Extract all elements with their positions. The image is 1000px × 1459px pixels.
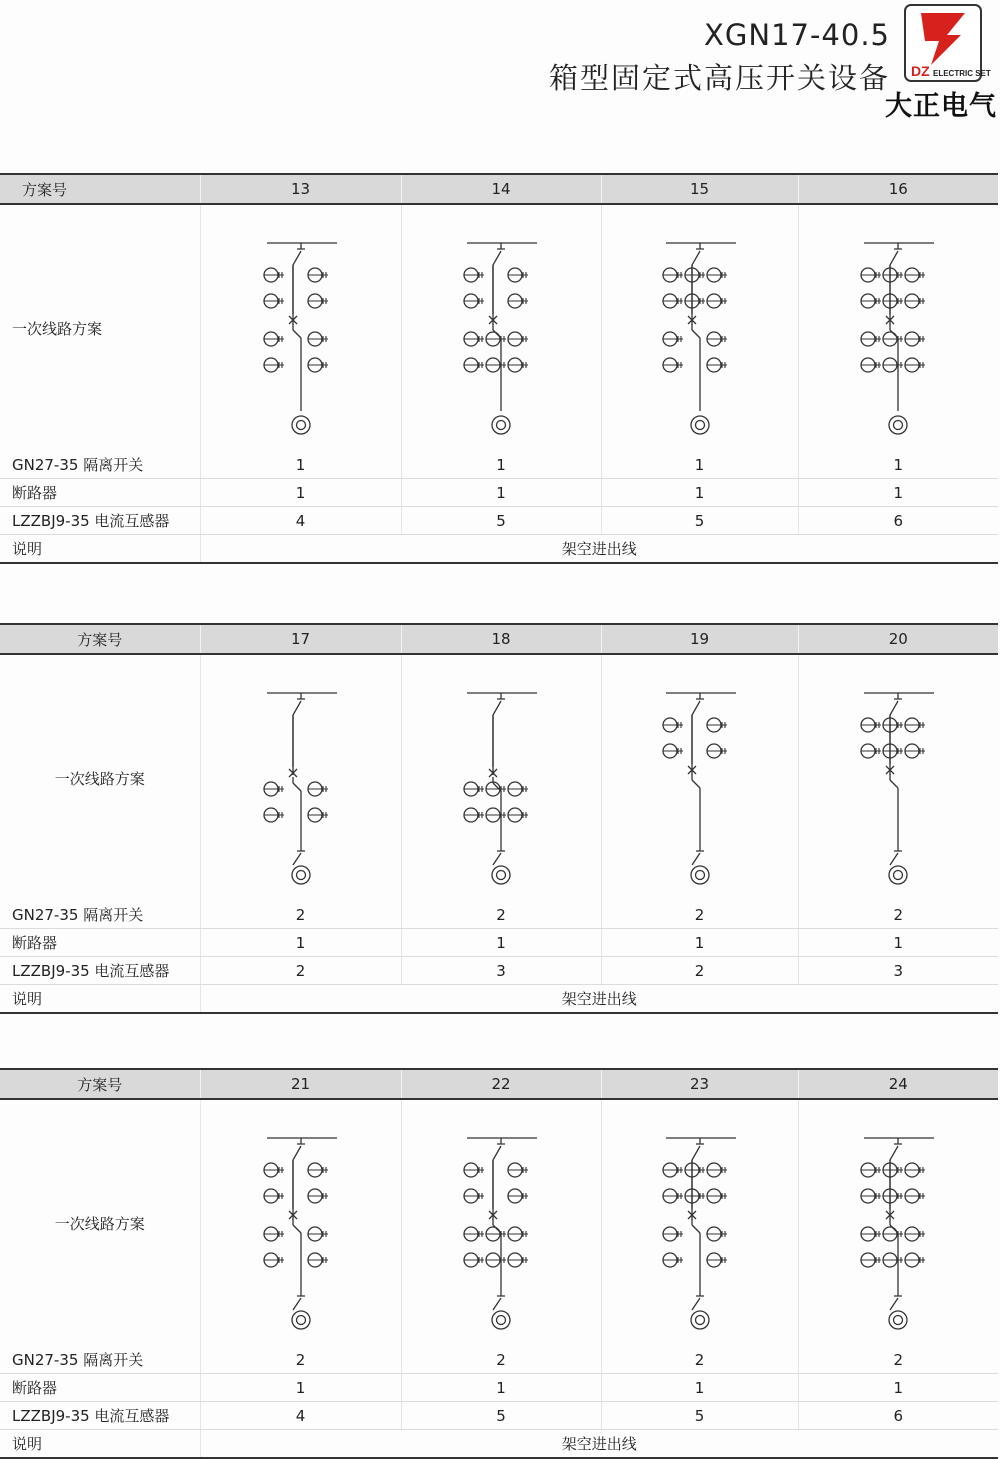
scheme-no: 22 xyxy=(401,1069,601,1099)
current-transformer-symbol xyxy=(464,358,484,372)
current-transformer-symbol xyxy=(707,294,727,308)
circuit-diagram xyxy=(241,655,361,901)
isolator-switch-symbol xyxy=(293,1138,305,1220)
cable-terminal-symbol xyxy=(691,1311,709,1329)
current-transformer-symbol xyxy=(508,268,528,282)
current-transformer-symbol xyxy=(464,294,484,308)
current-transformer-symbol xyxy=(707,358,727,372)
current-transformer-symbol xyxy=(308,1163,328,1177)
breaker-row xyxy=(0,479,998,507)
scheme-no: 14 xyxy=(401,174,601,204)
current-transformer-symbol xyxy=(861,1189,881,1203)
current-transformer-symbol xyxy=(464,1227,484,1241)
circuit-diagram xyxy=(441,205,561,451)
ct-label: LZZBJ9-35 电流互感器 xyxy=(0,957,200,985)
current-transformer-symbol xyxy=(707,1253,727,1267)
current-transformer-symbol xyxy=(464,1163,484,1177)
isolator-count: 1 xyxy=(601,451,798,479)
feeder-line xyxy=(692,330,700,338)
breaker-row xyxy=(0,1374,998,1402)
current-transformer-symbol xyxy=(685,294,705,308)
ct-row xyxy=(0,507,998,535)
current-transformer-symbol xyxy=(308,1227,328,1241)
isolator-switch-symbol xyxy=(692,1138,704,1220)
circuit-diagram xyxy=(241,205,361,451)
brand-mark-sub: ELECTRIC SET xyxy=(933,69,991,78)
ct-count: 4 xyxy=(200,1402,401,1430)
circuit-label: 一次线路方案 xyxy=(54,769,145,788)
cable-terminal-symbol xyxy=(894,1316,903,1325)
current-transformer-symbol xyxy=(508,358,528,372)
current-transformer-symbol xyxy=(663,332,683,346)
isolator-count: 1 xyxy=(798,451,998,479)
current-transformer-symbol xyxy=(663,268,683,282)
circuit-diagram xyxy=(241,1100,361,1346)
breaker-count: 1 xyxy=(798,479,998,507)
note-text: 架空进出线 xyxy=(200,1430,998,1459)
isolator-count: 2 xyxy=(401,1346,601,1374)
note-text: 架空进出线 xyxy=(200,985,998,1014)
scheme-no: 18 xyxy=(401,624,601,654)
circuit-row xyxy=(0,1099,998,1346)
cable-terminal-symbol xyxy=(889,866,907,884)
circuit-label: 一次线路方案 xyxy=(54,1214,145,1233)
breaker-count: 1 xyxy=(401,929,601,957)
current-transformer-symbol xyxy=(486,332,506,346)
circuit-diagram xyxy=(640,1100,760,1346)
isolator-switch-symbol xyxy=(493,851,505,865)
isolator-row xyxy=(0,901,998,929)
product-title: 箱型固定式高压开关设备 xyxy=(548,61,890,95)
ct-count: 6 xyxy=(798,1402,998,1430)
current-transformer-symbol xyxy=(905,1189,925,1203)
current-transformer-symbol xyxy=(883,744,903,758)
breaker-count: 1 xyxy=(200,929,401,957)
isolator-count: 2 xyxy=(401,901,601,929)
scheme-no: 16 xyxy=(798,174,998,204)
current-transformer-symbol xyxy=(264,1253,284,1267)
isolator-count: 2 xyxy=(601,1346,798,1374)
current-transformer-symbol xyxy=(308,1189,328,1203)
cable-terminal-symbol xyxy=(695,421,704,430)
breaker-count: 1 xyxy=(601,479,798,507)
current-transformer-symbol xyxy=(264,782,284,796)
circuit-diagram xyxy=(640,655,760,901)
current-transformer-symbol xyxy=(264,1163,284,1177)
scheme-no: 19 xyxy=(601,624,798,654)
current-transformer-symbol xyxy=(883,1189,903,1203)
current-transformer-symbol xyxy=(508,1227,528,1241)
scheme-no-row xyxy=(0,1069,998,1099)
current-transformer-symbol xyxy=(905,332,925,346)
breaker-count: 1 xyxy=(200,1374,401,1402)
ct-count: 5 xyxy=(601,507,798,535)
cable-terminal-symbol xyxy=(292,416,310,434)
isolator-switch-symbol xyxy=(692,243,704,325)
current-transformer-symbol xyxy=(486,1253,506,1267)
current-transformer-symbol xyxy=(308,782,328,796)
current-transformer-symbol xyxy=(685,1189,705,1203)
current-transformer-symbol xyxy=(663,1163,683,1177)
cable-terminal-symbol xyxy=(497,871,506,880)
isolator-switch-symbol xyxy=(692,1296,704,1310)
current-transformer-symbol xyxy=(905,294,925,308)
isolator-count: 2 xyxy=(798,1346,998,1374)
current-transformer-symbol xyxy=(264,294,284,308)
current-transformer-symbol xyxy=(905,718,925,732)
isolator-row xyxy=(0,451,998,479)
ct-count: 5 xyxy=(401,507,601,535)
current-transformer-symbol xyxy=(308,808,328,822)
cable-terminal-symbol xyxy=(492,866,510,884)
breaker-count: 1 xyxy=(601,929,798,957)
current-transformer-symbol xyxy=(707,1227,727,1241)
current-transformer-symbol xyxy=(464,332,484,346)
isolator-count: 2 xyxy=(200,901,401,929)
current-transformer-symbol xyxy=(508,294,528,308)
feeder-line xyxy=(692,1225,700,1233)
current-transformer-symbol xyxy=(883,1253,903,1267)
isolator-switch-symbol xyxy=(890,1296,902,1310)
scheme-no: 15 xyxy=(601,174,798,204)
note-text: 架空进出线 xyxy=(200,535,998,564)
feeder-line xyxy=(293,330,301,338)
ct-count: 3 xyxy=(401,957,601,985)
scheme-no: 24 xyxy=(798,1069,998,1099)
isolator-switch-symbol xyxy=(293,851,305,865)
current-transformer-symbol xyxy=(508,1253,528,1267)
current-transformer-symbol xyxy=(861,1253,881,1267)
current-transformer-symbol xyxy=(905,358,925,372)
scheme-no-label: 方案号 xyxy=(0,624,200,654)
scheme-no: 20 xyxy=(798,624,998,654)
isolator-switch-symbol xyxy=(493,243,505,325)
cable-terminal-symbol xyxy=(492,1311,510,1329)
isolator-switch-symbol xyxy=(293,693,305,775)
scheme-no: 21 xyxy=(200,1069,401,1099)
isolator-count: 1 xyxy=(401,451,601,479)
cable-terminal-symbol xyxy=(894,421,903,430)
current-transformer-symbol xyxy=(508,1189,528,1203)
isolator-label: GN27-35 隔离开关 xyxy=(0,1346,200,1374)
current-transformer-symbol xyxy=(264,332,284,346)
current-transformer-symbol xyxy=(508,332,528,346)
current-transformer-symbol xyxy=(486,1227,506,1241)
cable-terminal-symbol xyxy=(492,416,510,434)
brand-logo xyxy=(903,3,991,83)
current-transformer-symbol xyxy=(308,268,328,282)
isolator-switch-symbol xyxy=(890,693,902,775)
current-transformer-symbol xyxy=(707,1163,727,1177)
breaker-count: 1 xyxy=(200,479,401,507)
current-transformer-symbol xyxy=(861,1227,881,1241)
cable-terminal-symbol xyxy=(497,1316,506,1325)
note-label: 说明 xyxy=(0,985,200,1014)
ct-count: 6 xyxy=(798,507,998,535)
current-transformer-symbol xyxy=(264,358,284,372)
current-transformer-symbol xyxy=(486,358,506,372)
current-transformer-symbol xyxy=(464,268,484,282)
cable-terminal-symbol xyxy=(695,871,704,880)
cable-terminal-symbol xyxy=(292,866,310,884)
breaker-row xyxy=(0,929,998,957)
scheme-no-label: 方案号 xyxy=(0,174,200,204)
cable-terminal-symbol xyxy=(894,871,903,880)
current-transformer-symbol xyxy=(861,358,881,372)
scheme-table-1 xyxy=(0,173,998,564)
breaker-count: 1 xyxy=(798,929,998,957)
circuit-diagram xyxy=(838,655,958,901)
cable-terminal-symbol xyxy=(889,416,907,434)
current-transformer-symbol xyxy=(905,268,925,282)
current-transformer-symbol xyxy=(663,744,683,758)
isolator-switch-symbol xyxy=(293,1296,305,1310)
note-label: 说明 xyxy=(0,1430,200,1459)
current-transformer-symbol xyxy=(685,1163,705,1177)
feeder-line xyxy=(293,783,301,791)
current-transformer-symbol xyxy=(707,1189,727,1203)
current-transformer-symbol xyxy=(663,1253,683,1267)
current-transformer-symbol xyxy=(464,1189,484,1203)
current-transformer-symbol xyxy=(508,782,528,796)
breaker-label: 断路器 xyxy=(0,929,200,957)
current-transformer-symbol xyxy=(707,718,727,732)
current-transformer-symbol xyxy=(861,744,881,758)
scheme-table-3 xyxy=(0,1068,998,1459)
current-transformer-symbol xyxy=(663,294,683,308)
breaker-count: 1 xyxy=(401,479,601,507)
cable-terminal-symbol xyxy=(296,871,305,880)
cable-terminal-symbol xyxy=(497,421,506,430)
scheme-no-row xyxy=(0,624,998,654)
current-transformer-symbol xyxy=(264,1227,284,1241)
ct-label: LZZBJ9-35 电流互感器 xyxy=(0,507,200,535)
breaker-label: 断路器 xyxy=(0,479,200,507)
isolator-count: 1 xyxy=(200,451,401,479)
current-transformer-symbol xyxy=(308,294,328,308)
circuit-diagram xyxy=(441,655,561,901)
current-transformer-symbol xyxy=(464,808,484,822)
ct-count: 5 xyxy=(601,1402,798,1430)
current-transformer-symbol xyxy=(883,332,903,346)
current-transformer-symbol xyxy=(308,358,328,372)
current-transformer-symbol xyxy=(861,332,881,346)
current-transformer-symbol xyxy=(264,1189,284,1203)
isolator-label: GN27-35 隔离开关 xyxy=(0,451,200,479)
current-transformer-symbol xyxy=(508,808,528,822)
breaker-count: 1 xyxy=(798,1374,998,1402)
current-transformer-symbol xyxy=(464,1253,484,1267)
ct-count: 4 xyxy=(200,507,401,535)
isolator-switch-symbol xyxy=(890,1138,902,1220)
circuit-diagram xyxy=(838,1100,958,1346)
isolator-count: 2 xyxy=(200,1346,401,1374)
current-transformer-symbol xyxy=(861,294,881,308)
cable-terminal-symbol xyxy=(296,1316,305,1325)
cable-terminal-symbol xyxy=(889,1311,907,1329)
isolator-switch-symbol xyxy=(890,243,902,325)
current-transformer-symbol xyxy=(905,744,925,758)
isolator-count: 2 xyxy=(798,901,998,929)
current-transformer-symbol xyxy=(883,268,903,282)
isolator-switch-symbol xyxy=(692,851,704,865)
ct-row xyxy=(0,1402,998,1430)
scheme-table-2 xyxy=(0,623,998,1014)
ct-row xyxy=(0,957,998,985)
current-transformer-symbol xyxy=(663,1189,683,1203)
current-transformer-symbol xyxy=(663,718,683,732)
current-transformer-symbol xyxy=(905,1227,925,1241)
current-transformer-symbol xyxy=(663,358,683,372)
current-transformer-symbol xyxy=(883,358,903,372)
current-transformer-symbol xyxy=(861,1163,881,1177)
circuit-diagram xyxy=(640,205,760,451)
scheme-no: 23 xyxy=(601,1069,798,1099)
current-transformer-symbol xyxy=(883,294,903,308)
current-transformer-symbol xyxy=(905,1163,925,1177)
isolator-switch-symbol xyxy=(493,693,505,775)
isolator-switch-symbol xyxy=(493,1296,505,1310)
current-transformer-symbol xyxy=(707,268,727,282)
ct-count: 3 xyxy=(798,957,998,985)
scheme-no: 17 xyxy=(200,624,401,654)
note-row xyxy=(0,985,998,1014)
current-transformer-symbol xyxy=(707,744,727,758)
current-transformer-symbol xyxy=(663,1227,683,1241)
current-transformer-symbol xyxy=(264,808,284,822)
current-transformer-symbol xyxy=(861,268,881,282)
brand-name: 大正电气 xyxy=(885,91,997,122)
cable-terminal-symbol xyxy=(695,1316,704,1325)
isolator-switch-symbol xyxy=(493,1138,505,1220)
note-row xyxy=(0,535,998,564)
isolator-row xyxy=(0,1346,998,1374)
isolator-switch-symbol xyxy=(890,851,902,865)
cable-terminal-symbol xyxy=(691,416,709,434)
circuit-row xyxy=(0,654,998,901)
current-transformer-symbol xyxy=(883,1227,903,1241)
current-transformer-symbol xyxy=(883,718,903,732)
cable-terminal-symbol xyxy=(691,866,709,884)
isolator-switch-symbol xyxy=(692,693,704,775)
current-transformer-symbol xyxy=(308,1253,328,1267)
circuit-label: 一次线路方案 xyxy=(12,319,103,338)
breaker-count: 1 xyxy=(401,1374,601,1402)
current-transformer-symbol xyxy=(883,1163,903,1177)
breaker-label: 断路器 xyxy=(0,1374,200,1402)
scheme-no-label: 方案号 xyxy=(0,1069,200,1099)
note-label: 说明 xyxy=(0,535,200,564)
current-transformer-symbol xyxy=(486,808,506,822)
current-transformer-symbol xyxy=(685,268,705,282)
brand-mark: DZ xyxy=(911,63,930,79)
feeder-line xyxy=(692,780,700,788)
ct-count: 2 xyxy=(601,957,798,985)
circuit-diagram xyxy=(838,205,958,451)
circuit-row xyxy=(0,204,998,451)
circuit-diagram xyxy=(441,1100,561,1346)
ct-count: 5 xyxy=(401,1402,601,1430)
note-row xyxy=(0,1430,998,1459)
current-transformer-symbol xyxy=(464,782,484,796)
current-transformer-symbol xyxy=(308,332,328,346)
current-transformer-symbol xyxy=(861,718,881,732)
ct-label: LZZBJ9-35 电流互感器 xyxy=(0,1402,200,1430)
ct-count: 2 xyxy=(200,957,401,985)
current-transformer-symbol xyxy=(486,782,506,796)
breaker-count: 1 xyxy=(601,1374,798,1402)
model-title: XGN17-40.5 xyxy=(704,18,890,52)
cable-terminal-symbol xyxy=(296,421,305,430)
cable-terminal-symbol xyxy=(292,1311,310,1329)
feeder-line xyxy=(890,780,898,788)
current-transformer-symbol xyxy=(707,332,727,346)
scheme-no-row xyxy=(0,174,998,204)
current-transformer-symbol xyxy=(264,268,284,282)
current-transformer-symbol xyxy=(508,1163,528,1177)
scheme-no: 13 xyxy=(200,174,401,204)
isolator-switch-symbol xyxy=(293,243,305,325)
feeder-line xyxy=(293,1225,301,1233)
isolator-label: GN27-35 隔离开关 xyxy=(0,901,200,929)
current-transformer-symbol xyxy=(905,1253,925,1267)
isolator-count: 2 xyxy=(601,901,798,929)
